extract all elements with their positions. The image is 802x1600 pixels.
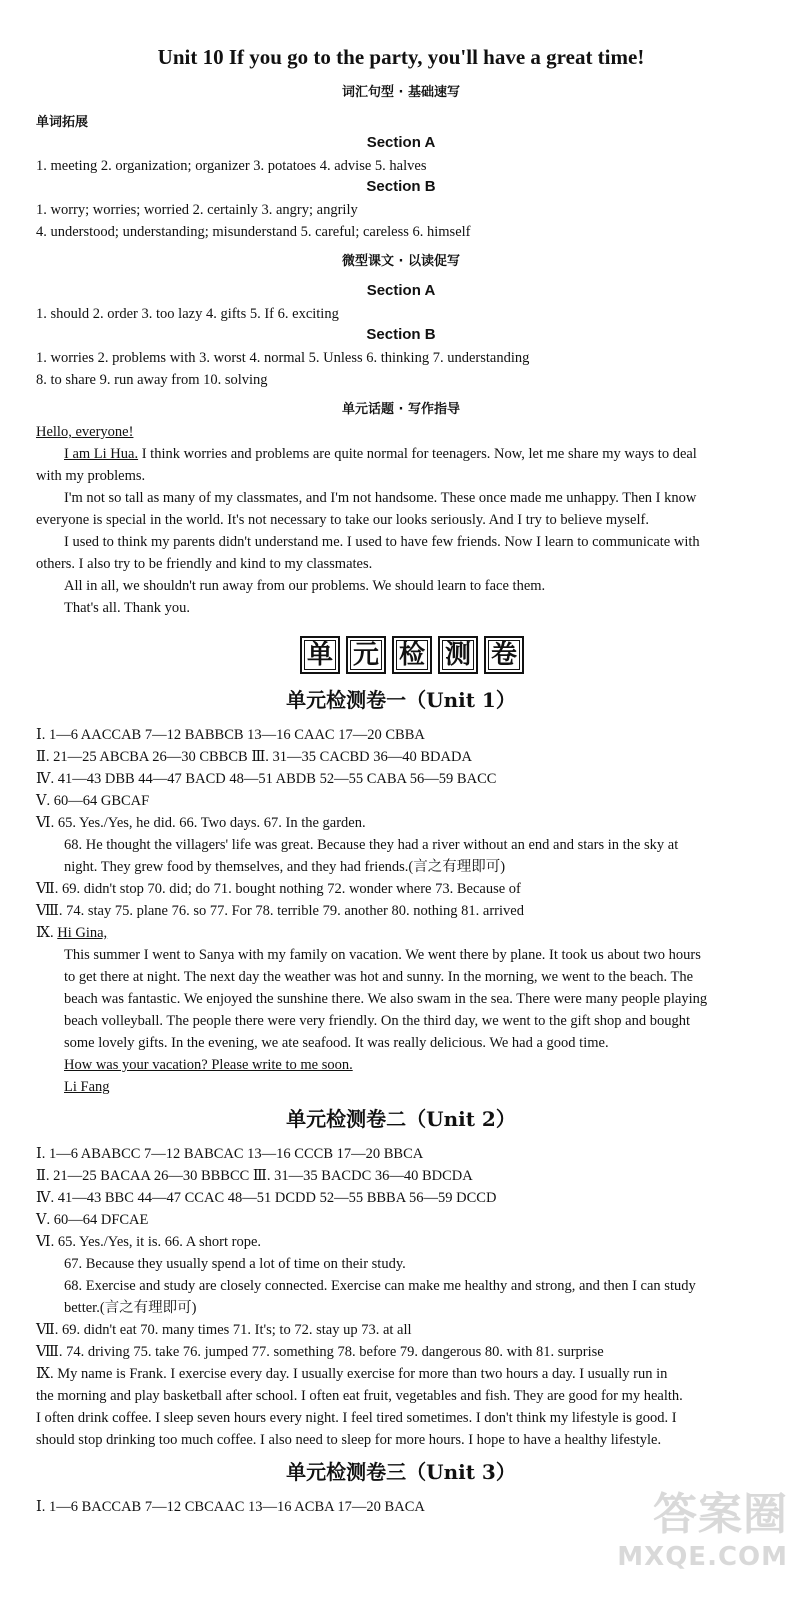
banner-char: 测 xyxy=(438,636,478,674)
answers-b-1: 1. worry; worries; worried 2. certainly 3. angry; angrily xyxy=(36,202,358,218)
answers-a2: 1. should 2. order 3. too lazy 4. gifts 5. If 6. exciting xyxy=(36,306,339,322)
answers-a: 1. meeting 2. organization; organizer 3. potatoes 4. advise 5. halves xyxy=(36,158,427,174)
test-1-essay-line: beach volleyball. The people there were very friendly. On the third day, we went to the gift shop and bought xyxy=(64,1013,690,1029)
test-1-essay-line: How was your vacation? Please write to me soon. xyxy=(64,1057,353,1073)
essay-greeting: Hello, everyone! xyxy=(36,424,134,440)
banner-char: 卷 xyxy=(484,636,524,674)
section-a-heading: Section A xyxy=(366,134,436,151)
essay-paragraph-2: I'm not so tall as many of my classmates, and I'm not handsome. These once made me unhappy. Then I know xyxy=(64,490,697,506)
test-2-essay-line: should stop drinking too much coffee. I also need to sleep for more hours. I hope to have a healthy lifestyle. xyxy=(36,1432,662,1448)
test-1-line: Ⅳ. 41—43 DBB 44—47 BACD 48—51 ABDB 52—55 CABA 56—59 BACC xyxy=(36,771,497,787)
test-2-line: Ⅵ. 65. Yes./Yes, it is. 66. A short rope. xyxy=(36,1234,262,1250)
test-1-essay-signature: Li Fang xyxy=(64,1079,110,1095)
section-b2-heading: Section B xyxy=(366,326,436,343)
section-a2-heading: Section A xyxy=(366,282,436,299)
test-1-line: night. They grew food by themselves, and they had friends.(言之有理即可) xyxy=(64,859,506,875)
test-1-line: Ⅷ. 74. stay 75. plane 76. so 77. For 78. terrible 79. another 80. nothing 81. arrived xyxy=(36,903,524,919)
subheading-writing: 单元话题 · 写作指导 xyxy=(342,402,460,417)
subheading-vocab: 词汇句型 · 基础速写 xyxy=(342,85,460,100)
test-1-line: Ⅶ. 69. didn't stop 70. did; do 71. bought nothing 72. wonder where 73. Because of xyxy=(36,881,521,897)
answers-b2-1: 1. worries 2. problems with 3. worst 4. normal 5. Unless 6. thinking 7. understanding xyxy=(36,350,530,366)
answers-b-2: 4. understood; understanding; misunderstand 5. careful; careless 6. himself xyxy=(36,224,471,240)
essay-paragraph-3b: others. I also try to be friendly and kind to my classmates. xyxy=(36,556,373,572)
test-1-essay-line: beach was fantastic. We enjoyed the sunshine there. We also swam in the sea. There were many people playing xyxy=(64,991,708,1007)
test-1-essay-line: some lovely gifts. In the evening, we ate seafood. It was really delicious. We had a good time. xyxy=(64,1035,609,1051)
test-2-line: Ⅶ. 69. didn't eat 70. many times 71. It's; to 72. stay up 73. at all xyxy=(36,1322,412,1338)
test-1-line: Ⅴ. 60—64 GBCAF xyxy=(36,793,150,809)
test-2-line: Ⅳ. 41—43 BBC 44—47 CCAC 48—51 DCDD 52—55 BBBA 56—59 DCCD xyxy=(36,1190,497,1206)
test-2-line: Ⅷ. 74. driving 75. take 76. jumped 77. something 78. before 79. dangerous 80. with 81. surprise xyxy=(36,1344,604,1360)
test-2-essay-line: Ⅸ. My name is Frank. I exercise every day. I usually exercise for more than two hours a day. I usually run in xyxy=(36,1366,668,1382)
unit-title: Unit 10 If you go to the party, you'll have a great time! xyxy=(157,45,645,69)
essay-paragraph-5: That's all. Thank you. xyxy=(64,600,190,616)
test-2-line: Ⅱ. 21—25 BACAA 26—30 BBBCC Ⅲ. 31—35 BACDC 36—40 BDCDA xyxy=(36,1168,473,1184)
test-2-line: 67. Because they usually spend a lot of time on their study. xyxy=(64,1256,406,1272)
essay-intro: I am Li Hua. xyxy=(64,446,139,462)
section-b-heading: Section B xyxy=(366,178,436,195)
test-1-line: 68. He thought the villagers' life was great. Because they had a river without an end and stars in the sky at xyxy=(64,837,679,853)
test-2-line: Ⅰ. 1—6 ABABCC 7—12 BABCAC 13—16 CCCB 17—20 BBCA xyxy=(36,1146,424,1162)
essay-paragraph-3: I used to think my parents didn't understand me. I used to have few friends. Now I learn to communicate with xyxy=(64,534,700,550)
watermark-logo: 答案圈 MXQE.COM xyxy=(617,1489,788,1572)
banner-char: 单 xyxy=(300,636,340,674)
test-1-line: Ⅰ. 1—6 AACCAB 7—12 BABBCB 13—16 CAAC 17—20 CBBA xyxy=(36,727,425,743)
essay-paragraph-2b: everyone is special in the world. It's not necessary to take our looks seriously. And I try to believe myself. xyxy=(36,512,649,528)
test-3-heading: 单元检测卷三（Unit 3） xyxy=(286,1460,516,1484)
test-1-essay-line: to get there at night. The next day the weather was hot and sunny. In the morning, we went to the beach. The xyxy=(64,969,694,985)
essay-paragraph-1: I am Li Hua. I think worries and problems are quite normal for teenagers. Now, let me share my ways to deal xyxy=(64,446,697,462)
test-2-line: 68. Exercise and study are closely connected. Exercise can make me healthy and strong, and then I can study xyxy=(64,1278,696,1294)
test-1-essay-line: This summer I went to Sanya with my family on vacation. We went there by plane. It took us about two hours xyxy=(64,947,701,963)
test-1-heading: 单元检测卷一（Unit 1） xyxy=(286,688,516,712)
test-2-heading: 单元检测卷二（Unit 2） xyxy=(286,1107,516,1131)
test-2-essay-line: I often drink coffee. I sleep seven hours every night. I feel tired sometimes. I don't think my lifestyle is good. I xyxy=(36,1410,677,1426)
test-3-line: Ⅰ. 1—6 BACCAB 7—12 CBCAAC 13—16 ACBA 17—20 BACA xyxy=(36,1499,425,1515)
answers-b2-2: 8. to share 9. run away from 10. solving xyxy=(36,372,268,388)
unit-test-banner xyxy=(300,636,524,680)
essay-paragraph-4: All in all, we shouldn't run away from our problems. We should learn to face them. xyxy=(64,578,546,594)
essay-paragraph-1b: with my problems. xyxy=(36,468,146,484)
test-1-line: Ⅵ. 65. Yes./Yes, he did. 66. Two days. 67. In the garden. xyxy=(36,815,366,831)
test-2-line: Ⅴ. 60—64 DFCAE xyxy=(36,1212,149,1228)
word-extension-label: 单词拓展 xyxy=(36,115,89,130)
subheading-mini-text: 微型课文 · 以读促写 xyxy=(342,254,460,269)
test-1-writing-greeting: Ⅸ. Hi Gina, xyxy=(36,925,108,941)
test-1-line: Ⅱ. 21—25 ABCBA 26—30 CBBCB Ⅲ. 31—35 CACBD 36—40 BDADA xyxy=(36,749,472,765)
banner-char: 元 xyxy=(346,636,386,674)
test-2-line: better.(言之有理即可) xyxy=(64,1300,197,1316)
banner-char: 检 xyxy=(392,636,432,674)
test-2-essay-line: the morning and play basketball after school. I often eat fruit, vegetables and fish. They are good for my health. xyxy=(36,1388,683,1404)
